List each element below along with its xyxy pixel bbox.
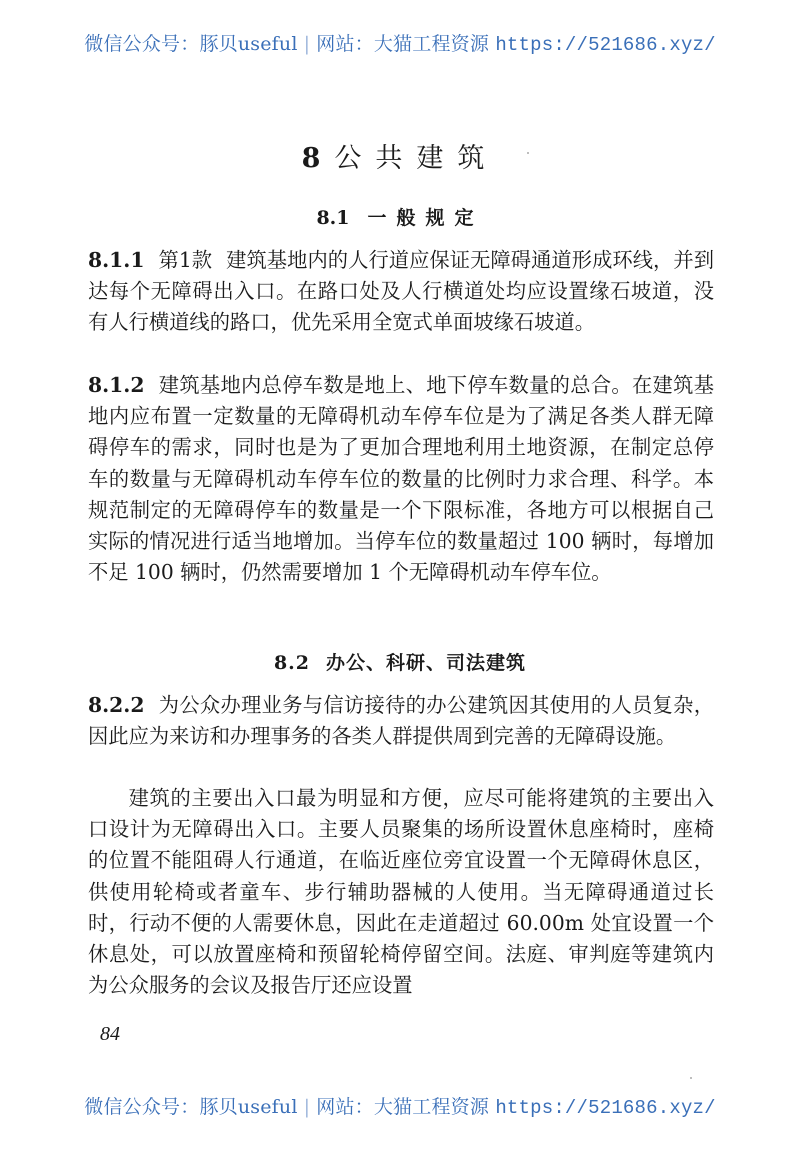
watermark-header: [0, 29, 800, 56]
watermark-url[interactable]: https://521686.xyz/: [495, 34, 716, 56]
watermark-wechat-label: 微信公众号：豚贝useful: [84, 1096, 298, 1118]
watermark-separator: |: [303, 33, 311, 55]
clause-8-1-1: [88, 245, 714, 339]
clause-number: 8.1.1: [88, 248, 145, 272]
section-title-8-1: [0, 203, 800, 230]
watermark-separator: |: [303, 1096, 311, 1118]
chapter-title: [0, 136, 800, 175]
scan-speck: [690, 1077, 692, 1079]
section-number: 8.2: [273, 652, 311, 674]
clause-item: 第1款: [158, 248, 213, 272]
section-title-text: 一般规定: [367, 207, 484, 229]
watermark-site-label: 网站：大猫工程资源: [316, 33, 490, 55]
section-title-8-2: [0, 648, 800, 675]
scan-speck: [527, 152, 529, 154]
watermark-site-label: 网站：大猫工程资源: [316, 1096, 490, 1118]
chapter-number: 8: [301, 143, 321, 174]
watermark-wechat-label: 微信公众号：豚贝useful: [84, 33, 298, 55]
clause-8-1-2: [88, 370, 714, 588]
clause-text: 为公众办理业务与信访接待的办公建筑因其使用的人员复杂，因此应为来访和办理事务的各类人群提供周到完善的无障碍设施。: [88, 693, 714, 749]
watermark-url[interactable]: https://521686.xyz/: [495, 1097, 716, 1119]
page-number: 84: [100, 1023, 120, 1045]
clause-text: 建筑基地内总停车数是地上、地下停车数量的总合。在建筑基地内应布置一定数量的无障碍机动车停车位是为了满足各类人群无障碍停车的需求，同时也是为了更加合理地利用土地资源，在制定总停车的数量与无障碍机动车停车位的数量的比例时力求合理、科学。本规范制定的无障碍停车的数量是一个下限标准，各地方可以根据自己实际的情况进行适当地增加。当停车位的数量超过 100 辆时，每增加不足 100 辆时，仍然需要增加 1 个无障碍机动车停车位。: [88, 373, 714, 585]
chapter-title-text: 公共建筑: [334, 143, 499, 174]
clause-8-2-2-paragraph: 建筑的主要出入口最为明显和方便，应尽可能将建筑的主要出入口设计为无障碍出入口。主要人员聚集的场所设置休息座椅时，座椅的位置不能阻碍人行通道，在临近座位旁宜设置一个无障碍休息区，供使用轮椅或者童车、步行辅助器械的人使用。当无障碍通道过长时，行动不便的人需要休息，因此在走道超过 60.00m 处宜设置一个休息处，可以放置座椅和预留轮椅停留空间。法庭、审判庭等建筑内为公众服务的会议及报告厅还应设置: [88, 786, 714, 998]
clause-text: 建筑基地内的人行道应保证无障碍通道形成环线，并到达每个无障碍出入口。在路口处及人行横道处均应设置缘石坡道，没有人行横道线的路口，优先采用全宽式单面坡缘石坡道。: [88, 248, 714, 335]
clause-8-2-2: [88, 690, 714, 752]
watermark-footer: [0, 1092, 800, 1119]
clause-number: 8.1.2: [88, 373, 145, 397]
section-title-text: 办公、科研、司法建筑: [326, 652, 527, 674]
section-number: 8.1: [316, 207, 350, 229]
clause-number: 8.2.2: [88, 693, 145, 717]
